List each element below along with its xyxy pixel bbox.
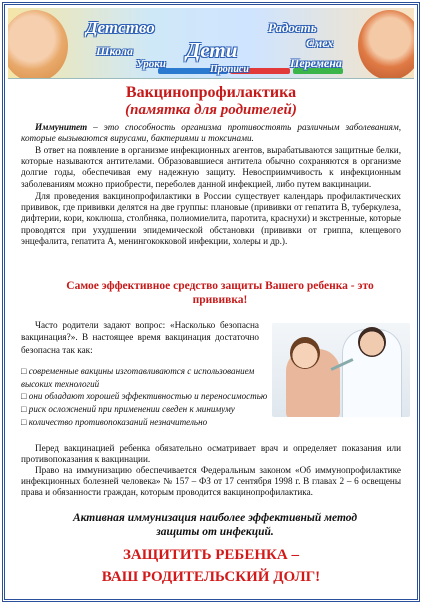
list-item: □ количество противопоказаний незначительно: [21, 417, 208, 427]
banner-word: Детство: [86, 18, 155, 37]
banner-word: Уроки: [136, 58, 166, 70]
checkbox-icon: □: [21, 391, 27, 401]
checkbox-icon: □: [21, 366, 27, 376]
paragraph-doctor-exam: Перед вакцинацией ребенка обязательно осматривает врач и определяет показания или противопоказания к вакцинации.: [21, 443, 401, 465]
term-immunity: Иммунитет: [35, 122, 88, 132]
banner-word: Прописи: [210, 64, 249, 75]
banner-word: Смех: [306, 36, 334, 50]
closing-statement: Активная иммунизация наиболее эффективный метод защиты от инфекций.: [72, 512, 358, 538]
list-item: □ современные вакцины изготавливаются с использованием высоких технологий: [21, 366, 255, 389]
leaflet-page: [2, 2, 420, 602]
slogan-line-1: ЗАЩИТИТЬ РЕБЕНКА –: [123, 547, 299, 563]
child-photo-left: [8, 10, 68, 79]
list-item: □ риск осложнений при применении сведен к минимуму: [21, 404, 235, 414]
safety-list: [21, 365, 271, 391]
checkbox-icon: □: [21, 417, 27, 427]
banner-word: Перемена: [290, 56, 342, 70]
doctor-head: [358, 327, 386, 357]
checkbox-icon: □: [21, 404, 27, 414]
banner-word: Радость: [268, 20, 317, 35]
header-banner: [8, 8, 414, 79]
paragraph-antibodies: В ответ на появление в организме инфекционных агентов, вырабатываются защитные белки, которые называются антителами. Образовавшиеся антитела обычно сохраняются в организме долгие годы, обеспечивая ему надежную защиту. Невосприимчивость к инфекционным заболеваниям можно приобрести, переболев данной инфекцией, либо путем вакцинации.: [21, 145, 401, 189]
page-subtitle: (памятка для родителей): [125, 102, 297, 118]
banner-word: Школа: [96, 44, 133, 58]
child-head: [290, 337, 320, 369]
paragraph-calendar: Для проведения вакцинопрофилактики в России существует календарь профилактических прививок, где прививки делятся на две группы: плановые (прививки от гепатита В, туберкулеза, дифтерии, кори, коклюша, столбняка, полиомиелита, паротита, краснухи) и экстренные, которые проводятся при ухудшении эпидемической обстановки (прививки от гриппа, клещевого энцефалита, гепатита А, менингококковой инфекции, холеры и др.).: [21, 191, 401, 246]
paragraph-immunity: [21, 122, 401, 144]
paragraph-federal-law: Право на иммунизацию обеспечивается Федеральным законом «Об иммунопрофилактике инфекционных болезней человека» № 157 – ФЗ от 17 сентября 1998 г. В главах 2 – 6 освещены права и обязанности граждан, которым проводится вакцинопрофилактика.: [21, 465, 401, 498]
highlight-vaccine-best: Самое эффективное средство защиты Вашего ребенка - это прививка!: [66, 280, 374, 306]
slogan-line-2: ВАШ РОДИТЕЛЬСКИЙ ДОЛГ!: [101, 569, 321, 585]
page-title: Вакцинопрофилактика: [125, 84, 297, 101]
paragraph-safety-question: Часто родители задают вопрос: «Насколько безопасна вакцинация?». В настоящее время вакцинация достаточно безопасна так как:: [21, 320, 259, 355]
safety-list-cont: [21, 390, 381, 429]
list-item: □ они обладают хорошей эффективностью и переносимостью: [21, 391, 268, 401]
banner-word: Дети: [186, 38, 238, 62]
child-photo-right: [358, 10, 414, 79]
immunity-definition: – это способность организма противостоять различным заболеваниям, которые вызываются вирусами, бактериями и токсинами.: [21, 122, 401, 144]
